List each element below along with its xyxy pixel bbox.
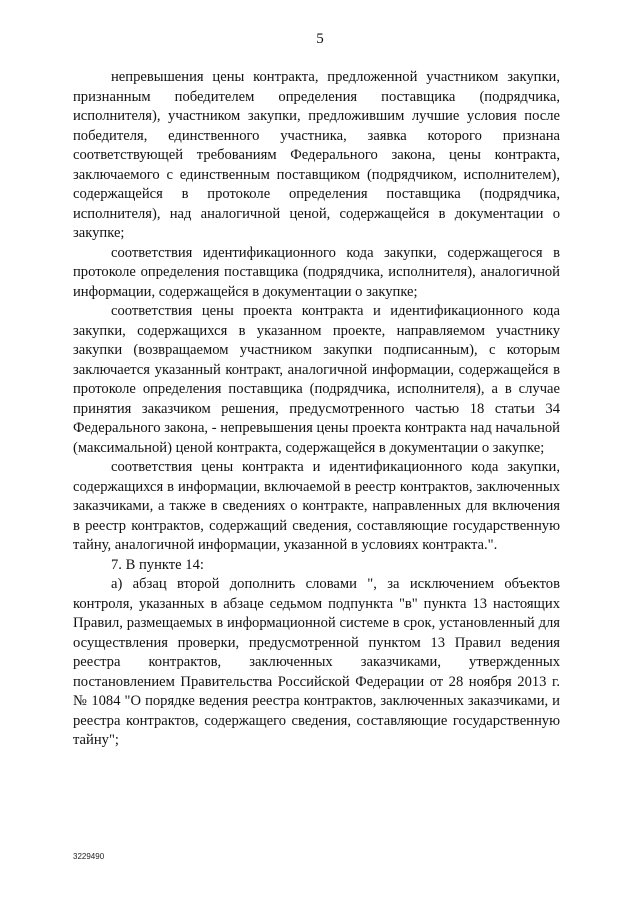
paragraph-price-nonexcess: непревышения цены контракта, предложенной участником закупки, признанным победителем определения поставщика (подрядчика, исполнителя), участником закупки, предложившим лучшие условия после победителя, единственного участника, заявка которого признана соответствующей требованиям Федерального закона, цены контракта, заключаемого с единственным поставщиком (подрядчиком, исполнителем), содержащейся в протоколе определения поставщика (подрядчика, исполнителя), над аналогичной ценой, содержащейся в документации о закупке;: [73, 69, 560, 241]
paragraph-subitem-a: а) абзац второй дополнить словами ", за исключением объектов контроля, указанных в абзаце седьмом подпункта "в" пункта 13 настоящих Правил, размещаемых в информационной системе в срок, установленный для осуществления проверки, предусмотренной пунктом 13 Правил ведения реестра контрактов, заключенных заказчиками, утвержденных постановлением Правительства Российской Федерации от 28 ноября 2013 г. № 1084 "О порядке ведения реестра контрактов, заключенных заказчиками, и реестра контрактов, содержащего сведения, составляющие государственную тайну";: [73, 576, 560, 748]
paragraph-identification-code: соответствия идентификационного кода закупки, содержащегося в протоколе определения поставщика (подрядчика, исполнителя), аналогичной информации, содержащейся в документации о закупке;: [73, 244, 560, 300]
paragraph-contract-registry: соответствия цены контракта и идентификационного кода закупки, содержащихся в информации, включаемой в реестр контрактов, заключенных заказчиками, а также в сведениях о контракте, направленных для включения в реестр контрактов, содержащий сведения, составляющие государственную тайну, аналогичной информации, указанной в условиях контракта.".: [73, 459, 560, 553]
paragraph-draft-contract: соответствия цены проекта контракта и идентификационного кода закупки, содержащихся в указанном проекте, направляемом участнику закупки (возвращаемом участником закупки подписанным), с которым заключается указанный контракт, аналогичной информации, содержащейся в протоколе определения поставщика (подрядчика, исполнителя), а в случае принятия заказчиком решения, предусмотренного частью 18 статьи 34 Федерального закона, - непревышения цены проекта контракта над начальной (максимальной) ценой контракта, содержащейся в документации о закупке;: [73, 303, 560, 456]
document-code: 3229490: [73, 852, 105, 861]
page-number: 5: [316, 31, 324, 47]
document-body: [73, 68, 560, 751]
paragraph-item-14-heading: 7. В пункте 14:: [111, 556, 204, 573]
